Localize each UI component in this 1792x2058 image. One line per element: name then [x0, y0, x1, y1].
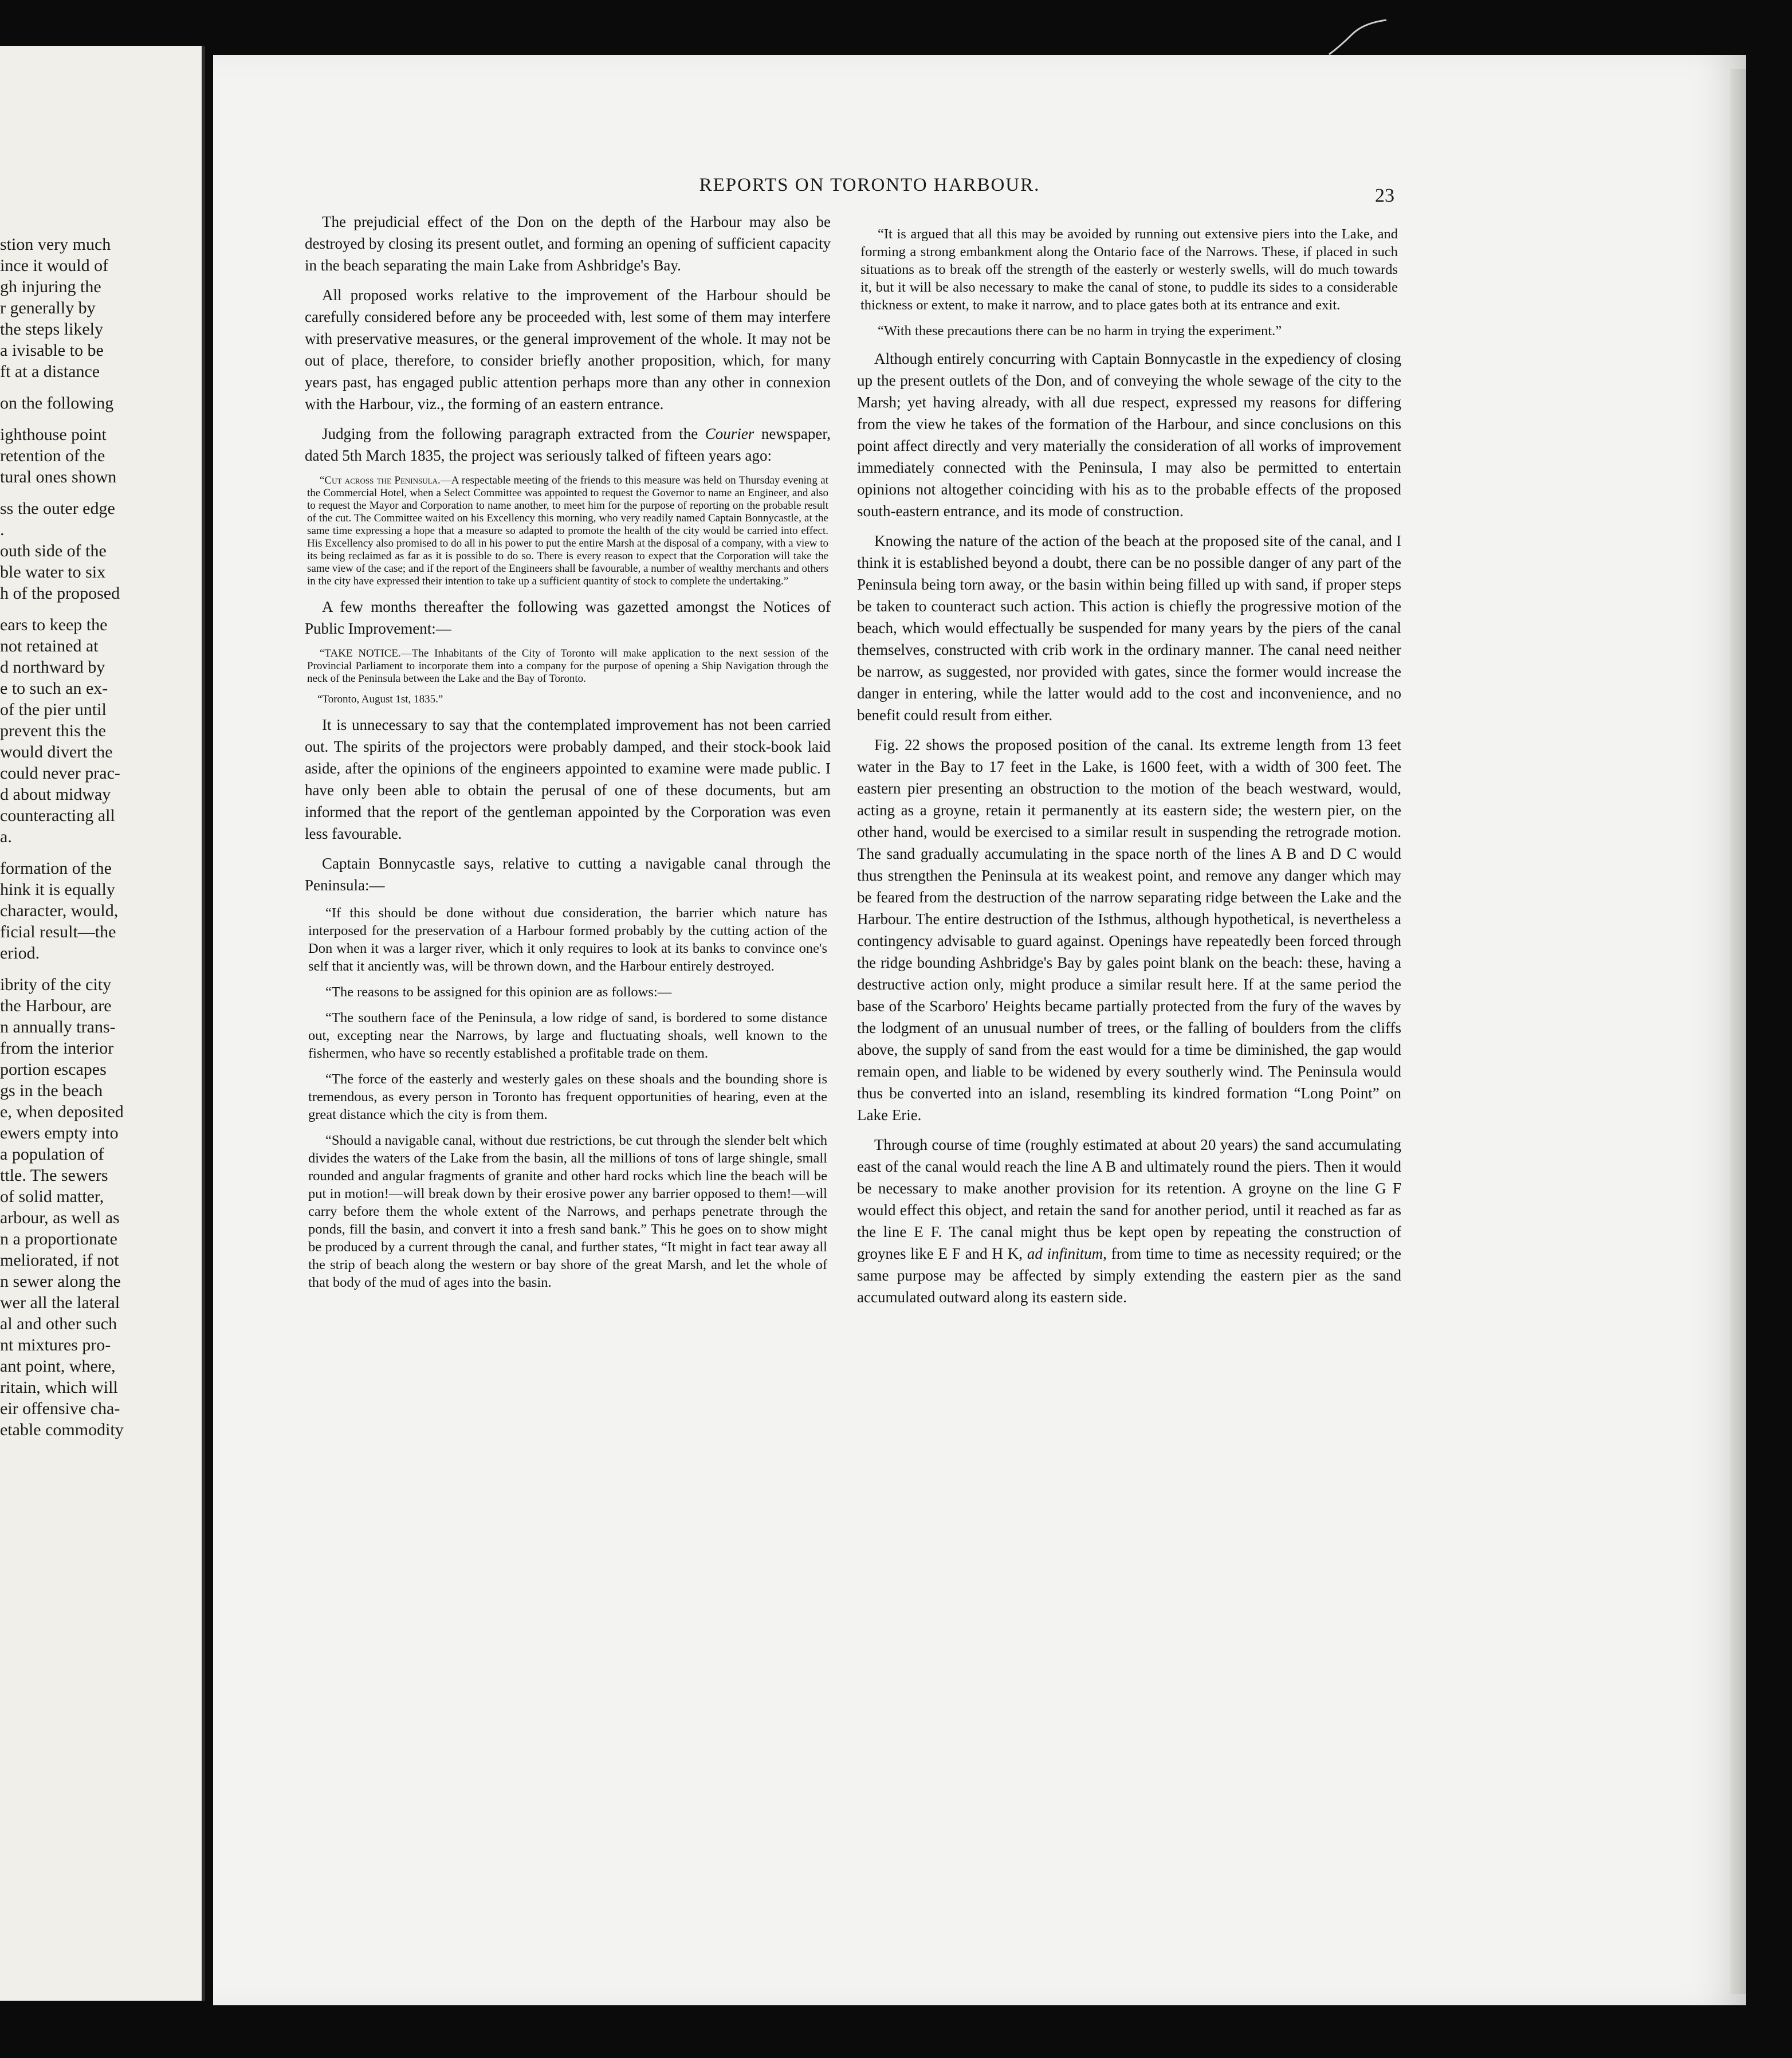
paragraph-courier-text-a: Judging from the following paragraph extracted from the [322, 425, 705, 442]
paragraph-not-carried-out: It is unnecessary to say that the contemplated improvement has not been carried out. The spirits of the projectors were probably damped, and their stock-book laid aside, after the opinions of the engineers appointed to examine were made public. I have only been able to obtain the perusal of one of these documents, but am informed that the report of the gentleman appointed by the Corporation was even less favourable. [305, 716, 831, 842]
paragraph-course-of-time-text-a: Through course of time (roughly estimated at about 20 years) the sand accumulating east of the canal would reach the line A B and ultimately round the piers. Then it would be necessary to make another provision for its retention. A groyne on the line G F would effect this object, and retain the sand for another period, until it reached as far as the line E F. The canal might thus be kept open by repeating the construction of groynes like E F and H K, [857, 1136, 1401, 1262]
previous-page-line: on the following [0, 394, 114, 413]
previous-page-line: from the interior [0, 1039, 114, 1058]
page-number: 23 [1375, 185, 1394, 206]
quote-precautions: “With these precautions there can be no harm in trying the experiment.” [878, 323, 1282, 339]
previous-page-line: r generally by [0, 299, 96, 317]
quote-piers: “It is argued that all this may be avoided by running out extensive piers into the Lake, and forming a strong embankment along the Ontario face of the Narrows. These, if placed in such situations as to break off the strength of the easterly or westerly swells, will do much towards it, but it will be also necessary to make the canal of stone, to puddle its sides to a considerable thickness or extent, to make it narrow, and to place gates both at its entrance and exit. [860, 226, 1398, 313]
quote-take-notice-date: “Toronto, August 1st, 1835.” [317, 693, 443, 705]
previous-page-line: stion very much [0, 235, 111, 254]
previous-page-line: a. [0, 827, 12, 846]
previous-page-line: ighthouse point [0, 425, 107, 444]
previous-page-line: gh injuring the [0, 277, 101, 296]
previous-page-line: gs in the beach [0, 1081, 103, 1100]
previous-page-line: n sewer along the [0, 1272, 121, 1291]
quote-courier-heading: “Cut across the Peninsula. [320, 474, 441, 486]
previous-page-gap [0, 847, 178, 858]
quote-navigable-canal: “Should a navigable canal, without due restrictions, be cut through the slender belt which divides the waters of the Lake from the basin, all the millions of tons of large shingle, small rounded and angular fragments of granite and other hard rocks which line the beach will be put in motion!—will break down by their erosive power any barrier opposed to them!—will carry before them the whole extent of the Narrows, and perhaps penetrate through the ponds, fill the basin, and convert it into a fresh sand bank.” This he goes on to show might be produced by a current through the canal, and further states, “It might in fact tear away all the strip of beach along the western or bay shore of the great Marsh, and let the whole of that body of the mud of ages into the basin. [308, 1133, 827, 1290]
paragraph-don-outlet: The prejudicial effect of the Don on the depth of the Harbour may also be destroyed by closing its present outlet, and forming an opening of sufficient capacity in the beach separating the main Lake from Ashbridge's Bay. [305, 213, 831, 274]
previous-page-line: arbour, as well as [0, 1208, 120, 1227]
previous-page-line: h of the proposed [0, 584, 120, 603]
newspaper-name: Courier [705, 425, 754, 442]
paragraph-courier-text-b: newspaper, dated 5th March 1835, the project was seriously talked of fifteen years ago: [305, 425, 831, 464]
previous-page-line: d about midway [0, 785, 111, 804]
paragraph-concurring: Although entirely concurring with Captain Bonnycastle in the expediency of closing up the present outlets of the Don, and of conveying the whole sewage of the city to the Marsh; yet having already, with all due respect, expressed my reasons for differing from the view he takes of the formation of the Harbour, and since conclusions on this point affect directly and very materially the consideration of all works of improvement immediately connected with the Peninsula, I may also be permitted to entertain opinions not altogether coinciding with his as to the probable effects of the proposed south-eastern entrance, and its mode of construction. [857, 350, 1401, 520]
previous-page-line: ibrity of the city [0, 975, 112, 994]
right-column [857, 225, 1401, 1316]
previous-page-line: ant point, where, [0, 1357, 116, 1376]
previous-page-line: ince it would of [0, 256, 109, 275]
paragraph-courier [305, 423, 831, 466]
previous-page-line: ears to keep the [0, 615, 108, 634]
previous-page-line: ft at a distance [0, 362, 100, 381]
paragraph-knowing-nature: Knowing the nature of the action of the beach at the proposed site of the canal, and I think it is established beyond a doubt, there can be no possible danger of any part of the Peninsula being torn away, or the basin within being filled up with sand, if proper steps be taken to counteract such action. This action is chiefly the progressive motion of the beach, which would effectually be suspended for many years by the piers of the canal themselves, constructed with crib work in the ordinary manner. The canal need neither be narrow, as suggested, nor provided with gates, since the former would increase the danger in entering, while the latter would add to the cost and inconvenience, and no benefit could result from either. [857, 532, 1401, 724]
previous-page-line: meliorated, if not [0, 1251, 119, 1270]
previous-page-gap [0, 604, 178, 614]
left-column [305, 211, 831, 1299]
paragraph-fig-22: Fig. 22 shows the proposed position of the canal. Its extreme length from 13 feet water in the Bay to 17 feet in the Lake, is 1600 feet, with a width of 300 feet. The eastern pier presenting an obstruction to the motion of the beach westward, would, acting as a groyne, retain it permanently at its eastern side; the western pier, on the other hand, would be exercised to a similar result in suspending the retrograde motion. The sand gradually accumulating in the space north of the lines A B and D C would thus strengthen the Peninsula at its weakest point, and remove any danger which may be feared from the destruction of the narrow separating ridge between the Lake and the Harbour. The entire destruction of the Isthmus, although hypothetical, is nevertheless a contingency advisable to guard against. Openings have repeatedly been forced through the ridge bounding Ashbridge's Bay by gales point blank on the beach: these, having a destructive action only, might produce a similar result here. If at the same period the base of the Scarboro' Heights became partially protected from the fury of the waves by the lodgment of an unusual number of trees, or the falling of boulders from the cliffs above, the supply of sand from the east would for a time be diminished, the gap would remain open, and liable to be widened by every southerly wind. The Peninsula would thus be converted into an island, resembling its kindred formation “Long Point” on Lake Erie. [857, 736, 1401, 1124]
previous-page-gap [0, 414, 178, 424]
paragraph-course-of-time-text-b: , from time to time as necessity required; or the same purpose may be affected by simply extending the eastern pier as the sand accumulated outward along its eastern side. [857, 1245, 1401, 1306]
previous-page-fragment [0, 46, 205, 2001]
previous-page-line: prevent this the [0, 721, 106, 740]
quote-take-notice: “TAKE NOTICE.—The Inhabitants of the City of Toronto will make application to the next session of the Provincial Parliament to incorporate them into a company for the purpose of opening a Ship Navigation through the neck of the Peninsula between the Lake and the Bay of Toronto. [307, 647, 828, 685]
quote-gales: “The force of the easterly and westerly gales on these shoals and the bounding shore is tremendous, as every person in Toronto has frequent opportunities of hearing, even at the great distance which the city is from them. [308, 1071, 827, 1122]
previous-page-line: d northward by [0, 658, 105, 677]
previous-page-line: retention of the [0, 446, 105, 465]
paragraph-bonnycastle-says: Captain Bonnycastle says, relative to cutting a navigable canal through the Peninsula:— [305, 855, 831, 894]
previous-page-line: the steps likely [0, 320, 103, 339]
previous-page-line: ewers empty into [0, 1124, 119, 1142]
previous-page-line: formation of the [0, 859, 112, 878]
previous-page-line: ritain, which will [0, 1378, 118, 1397]
paragraph-course-of-time [857, 1134, 1401, 1308]
previous-page-line: etable commodity [0, 1420, 124, 1439]
previous-page-line: wer all the lateral [0, 1293, 120, 1312]
previous-page-line: outh side of the [0, 541, 107, 560]
previous-page-line: eir offensive cha- [0, 1399, 120, 1418]
previous-page-line: ble water to six [0, 563, 106, 582]
previous-page-line: counteracting all [0, 806, 115, 825]
quote-reasons: “The reasons to be assigned for this opinion are as follows:— [325, 984, 672, 1000]
previous-page-line: of solid matter, [0, 1187, 104, 1206]
previous-page-line: hink it is equally [0, 880, 115, 899]
previous-page-line: not retained at [0, 637, 99, 655]
previous-page-line: e to such an ex- [0, 679, 108, 698]
previous-page-gap [0, 488, 178, 498]
previous-page-line: portion escapes [0, 1060, 107, 1079]
scan-scratch-mark [1318, 17, 1404, 57]
previous-page-line: nt mixtures pro- [0, 1336, 111, 1354]
latin-phrase: ad infinitum [1027, 1245, 1103, 1262]
previous-page-line: a population of [0, 1145, 104, 1164]
previous-page-line: eriod. [0, 944, 40, 963]
previous-page-line: would divert the [0, 743, 113, 761]
previous-page-text [0, 234, 178, 1440]
previous-page-line: character, would, [0, 901, 119, 920]
previous-page-line: a ivisable to be [0, 341, 104, 360]
previous-page-line: ttle. The sewers [0, 1166, 108, 1185]
paragraph-gazette: A few months thereafter the following was gazetted amongst the Notices of Public Improvement:— [305, 598, 831, 637]
previous-page-line: tural ones shown [0, 468, 117, 486]
previous-page-line: of the pier until [0, 700, 107, 719]
previous-page-gap [0, 964, 178, 974]
running-head: REPORTS ON TORONTO HARBOUR. [699, 175, 1040, 195]
previous-page-line: e, when deposited [0, 1102, 124, 1121]
quote-barrier: “If this should be done without due consideration, the barrier which nature has interposed for the preservation of a Harbour formed probably by the cutting action of the Don when it was a larger river, which it only requires to look at its banks to convince one's self that it anciently was, will be thrown down, and the Harbour entirely destroyed. [308, 905, 827, 974]
previous-page-gap [0, 382, 178, 392]
quote-courier-extract [305, 474, 831, 588]
paragraph-proposed-works: All proposed works relative to the improvement of the Harbour should be carefully considered before any be proceeded with, lest some of them may interfere with preservative measures, or the general improvement of the whole. It may not be out of place, therefore, to consider briefly another proposition, which, for many years past, has engaged public attention perhaps more than any other in connexion with the Harbour, viz., the forming of an eastern entrance. [305, 286, 831, 413]
previous-page-line: ss the outer edge [0, 499, 115, 518]
quote-courier-body: —A respectable meeting of the friends to this measure was held on Thursday evening at the Commercial Hotel, when a Select Committee was appointed to request the Governor to name an Engineer, and also to request the Mayor and Corporation to name another, to meet him for the purpose of reporting on the probable result of the cut. The Committee waited on his Excellency this morning, who very readily named Captain Bonnycastle, at the same time expressing a hope that a measure so adapted to promote the health of the city would be carried into effect. His Excellency also promised to do all in his power to put the entire Marsh at the disposal of a company, with a view to its being reclaimed as far as it is possible to do so. There is every reason to expect that the Corporation will take the same view of the case; and if the report of the Engineers shall be favourable, a number of wealthy merchants and others in the city have expressed their intention to take up a sufficient quantity of stock to complete the undertaking.” [307, 474, 829, 587]
previous-page-line: n annually trans- [0, 1018, 116, 1036]
previous-page-line: ficial result—the [0, 922, 116, 941]
quote-southern-face: “The southern face of the Peninsula, a low ridge of sand, is bordered to some distance out, excepting near the Narrows, by large and fluctuating shoals, well known to the fishermen, who have so recently established a profitable trade on them. [308, 1010, 827, 1061]
previous-page-line: . [0, 520, 5, 539]
page-edge [1730, 69, 1746, 1994]
previous-page-line: the Harbour, are [0, 996, 112, 1015]
previous-page-line: could never prac- [0, 764, 120, 783]
previous-page-line: al and other such [0, 1314, 117, 1333]
previous-page-line: n a proportionate [0, 1230, 117, 1248]
